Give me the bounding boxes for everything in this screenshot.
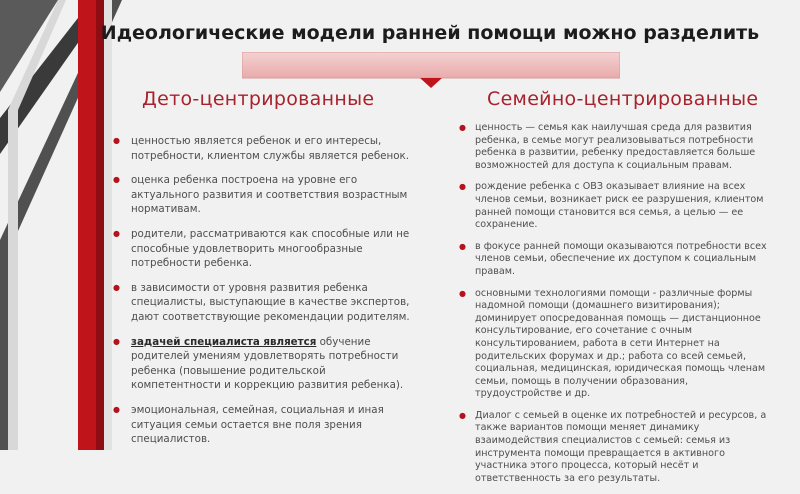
list-item: ● рождение ребенка с ОВЗ оказывает влияние на всех членов семьи, возникает риск ее разрушения, клиентом ранней помощи становится вся семья, а целью — ее сохранение. [459, 181, 764, 231]
heading-child-centered: Дето-центрированные [142, 88, 375, 110]
bullet-icon: ● [113, 136, 120, 145]
bullet-icon: ● [113, 175, 120, 185]
list-item: ● родители, рассматриваются как способные или не способные удовлетворить многообразные потребности ребенка. [113, 227, 410, 270]
list-item: ● Диалог с семьей в оценке их потребностей и ресурсов, а также вариантов помощи меняет динамику взаимодействия специалистов с семьей: семья из инструмента помощи превращается в активного участника этого процесса, который несёт и ответственность за его результаты. [459, 409, 767, 484]
list-item: ● оценка ребенка построена на уровне его актуального развития и соответствия возрастным нормативам. [113, 174, 408, 216]
list-item: ● эмоциональная, семейная, социальная и иная ситуация семьи остается вне поля зрения специалистов. [113, 403, 384, 446]
list-item: ● в фокусе ранней помощи оказываются потребности всех членов семьи, обеспечение их доступом к социальным правам. [459, 240, 767, 277]
heading-family-centered: Семейно-центрированные [487, 88, 759, 110]
list-item: ● задачей специалиста является обучение родителей умениям удовлетворять потребности ребенка (повышение родительской компетентности и коррекцию развития ребенка). [113, 335, 404, 392]
list-item: ● ценность — семья как наилучшая среда для развития ребенка, в семье могут реализовываться потребности ребенка в развитии, ребенку предоставляется больше возможностей для доступа к социальным правам. [459, 122, 756, 171]
bullet-icon: ● [459, 123, 466, 132]
decorative-stripes [0, 0, 130, 450]
list-family-centered [459, 122, 775, 494]
bullet-icon: ● [459, 288, 466, 298]
slide-title: Идеологические модели ранней помощи можно разделить [100, 22, 760, 44]
emphasis-text: задачей специалиста является [131, 335, 317, 348]
bullet-icon: ● [459, 241, 466, 251]
bullet-icon: ● [459, 410, 466, 420]
bullet-icon: ● [113, 404, 120, 414]
list-child-centered [113, 134, 413, 457]
list-item: ● в зависимости от уровня развития ребенка специалисты, выступающие в качестве экспертов, дают соответствующие рекомендации родителям. [113, 281, 410, 323]
bullet-icon: ● [113, 336, 120, 346]
list-item: ● основными технологиями помощи - различные формы надомной помощи (домашнего визитирования); доминирует опосредованная помощь — дистанционное консультирование, его сочетание с очным консультированием, работа в сети Интернет на родительских форумах и др.; работа со всей семьей, социальная, медицинская, юридическая помощь членам семьи, помощь в получении образования, трудоустройстве и др. [459, 287, 766, 400]
header-banner [242, 52, 620, 92]
bullet-icon: ● [113, 228, 120, 238]
bullet-icon: ● [459, 182, 466, 192]
list-item: ● ценностью является ребенок и его интересы, потребности, клиентом службы является ребенок. [113, 135, 410, 162]
bullet-icon: ● [113, 282, 120, 292]
